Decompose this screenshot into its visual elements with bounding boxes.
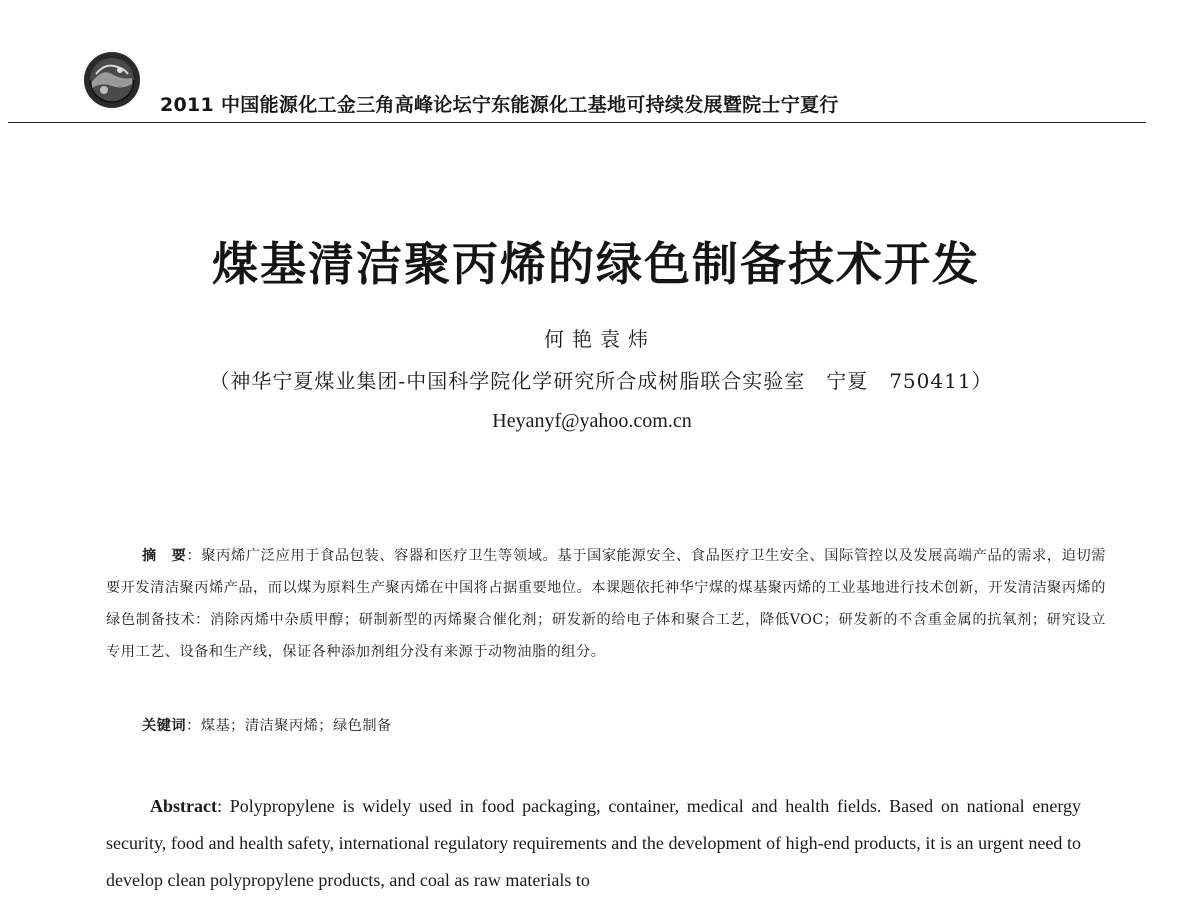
english-abstract-label: Abstract — [150, 796, 217, 816]
author-email: Heyanyf@yahoo.com.cn — [492, 410, 692, 432]
chinese-abstract-label: 摘 要 — [142, 548, 187, 564]
chinese-abstract: 摘 要：聚丙烯广泛应用于食品包装、容器和医疗卫生等领域。基于国家能源安全、食品医疗卫生安全、国际管控以及发展高端产品的需求，迫切需要开发清洁聚丙烯产品，而以煤为原料生产聚丙烯在中国将占据重要地位。本课题依托神华宁煤的煤基聚丙烯的工业基地进行技术创新，开发清洁聚丙烯的绿色制备技术：消除丙烯中杂质甲醇；研制新型的丙烯聚合催化剂；研发新的给电子体和聚合工艺，降低VOC；研发新的不含重金属的抗氧剂；研究设立专用工艺、设备和生产线，保证各种添加剂组分没有来源于动物油脂的组分。 — [106, 548, 1106, 660]
paper-affiliation: （神华宁夏煤业集团-中国科学院化学研究所合成树脂联合实验室 宁夏 750411） — [209, 369, 993, 393]
paper-authors: 何艳袁炜 — [544, 327, 656, 351]
keywords-text: 煤基；清洁聚丙烯；绿色制备 — [200, 718, 392, 734]
header-rule — [8, 122, 1146, 123]
english-abstract-text: Polypropylene is widely used in food packaging, container, medical and health fields. Based on national energy security, food and health safety, international regulatory requirements and the development of high-end products, it is an urgent need to develop clean polypropylene products, and coal as raw materials to — [106, 796, 1081, 890]
conference-title: 2011 中国能源化工金三角高峰论坛宁东能源化工基地可持续发展暨院士宁夏行 — [160, 94, 839, 116]
conference-logo-icon — [82, 50, 142, 110]
paper-title: 煤基清洁聚丙烯的绿色制备技术开发 — [212, 237, 980, 291]
chinese-abstract-text: 聚丙烯广泛应用于食品包装、容器和医疗卫生等领域。基于国家能源安全、食品医疗卫生安全、国际管控以及发展高端产品的需求，迫切需要开发清洁聚丙烯产品，而以煤为原料生产聚丙烯在中国将占据重要地位。本课题依托神华宁煤的煤基聚丙烯的工业基地进行技术创新，开发清洁聚丙烯的绿色制备技术：消除丙烯中杂质甲醇；研制新型的丙烯聚合催化剂；研发新的给电子体和聚合工艺，降低VOC；研发新的不含重金属的抗氧剂；研究设立专用工艺、设备和生产线，保证各种添加剂组分没有来源于动物油脂的组分。 — [106, 548, 1106, 660]
english-abstract: Abstract: Polypropylene is widely used in food packaging, container, medical and health fields. Based on national energy security, food and health safety, international regulatory requirements and the development of high-end products, it is an urgent need to develop clean polypropylene products, and coal as raw materials to — [106, 796, 1081, 890]
keywords-label: 关键词 — [142, 718, 187, 734]
keywords: 关键词：煤基；清洁聚丙烯；绿色制备 — [142, 718, 392, 734]
page-header — [0, 0, 1200, 125]
